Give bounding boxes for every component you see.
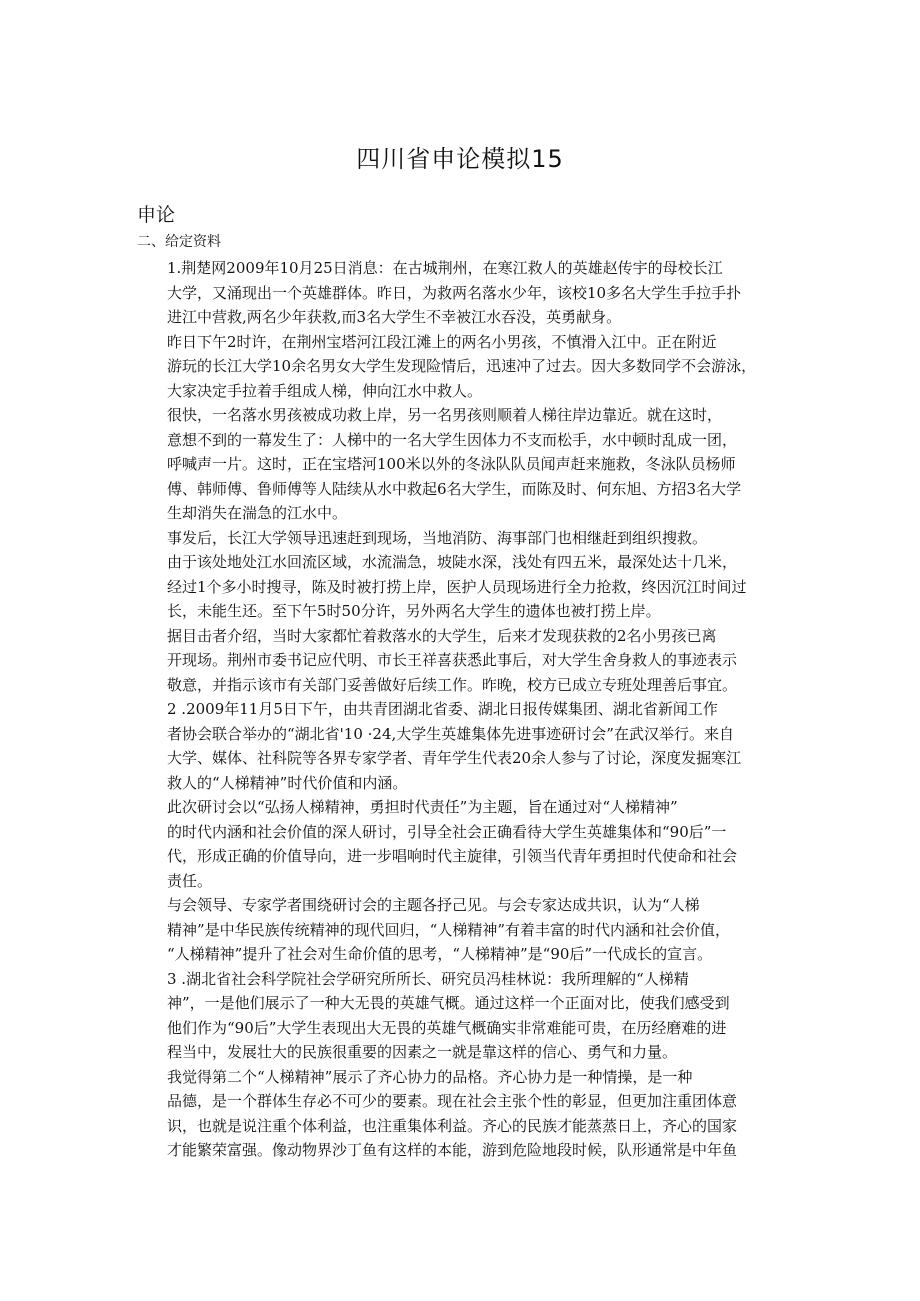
text-line: 2 .2009年11月5日下午，由共青团湖北省委、湖北日报传媒集团、湖北省新闻工作 — [167, 700, 718, 718]
text-line: 1.荆楚网2009年10月25日消息：在古城荆州，在寒江救人的英雄赵传宇的母校长江 — [167, 259, 723, 277]
text-line: 精神”是中华民族传统精神的现代回归，“人梯精神”有着丰富的时代内涵和社会价值， — [167, 920, 731, 939]
text-line: 长，未能生还。至下午5时50分许，另外两名大学生的遗体也被打捞上岸。 — [167, 602, 661, 620]
text-line: 救人的“人梯精神”时代价值和内涵。 — [167, 773, 408, 792]
section-heading: 申论 — [137, 204, 176, 226]
text-line: “人梯精神”提升了社会对生命价值的思考，“人梯精神”是“90后”一代成长的宣言。 — [167, 945, 713, 963]
paragraph-10 — [137, 1065, 787, 1163]
text-line: 进江中营救,两名少年获救,而3名大学生不幸被江水吞没，英勇献身。 — [167, 308, 622, 326]
text-line: 神”，一是他们展示了一种大无畏的英雄气概。通过这样一个正面对比，使我们感受到 — [167, 994, 730, 1012]
text-line: 大家决定手拉着手组成人梯，伸向江水中救人。 — [167, 381, 483, 400]
text-line: 大学，又涌现出一个英雄群体。昨日，为救两名落水少年，该校10多名大学生手拉手扑 — [167, 283, 742, 302]
text-line: 的时代内涵和社会价值的深人研讨，引导全社会正确看待大学生英雄集体和“90后”一 — [167, 822, 727, 841]
text-line: 识，也就是说注重个体利益，也注重集体利益。齐心的民族才能蒸蒸日上，齐心的国家 — [167, 1116, 738, 1135]
text-line: 呼喊声一片。这时，正在宝塔河100米以外的冬泳队队员闻声赶来施救，冬泳队员杨师 — [167, 455, 736, 473]
text-line: 生却消失在湍急的江水中。 — [167, 504, 348, 522]
paragraph-3 — [137, 403, 787, 526]
text-line: 责任。 — [167, 871, 213, 890]
text-line: 游玩的长江大学10余名男女大学生发现险情后，迅速冲了过去。因大多数同学不会游泳， — [167, 357, 757, 375]
materials-subheading: 二、给定资料 — [137, 234, 221, 250]
text-line: 与会领导、专家学者围绕研讨会的主题各抒己见。与会专家达成共识，认为“人梯 — [167, 896, 700, 914]
text-line: 傅、韩师傅、鲁师傅等人陆续从水中救起6名大学生，而陈及时、何东旭、方招3名大学 — [167, 479, 742, 498]
text-line: 才能繁荣富强。像动物界沙丁鱼有这样的本能，游到危险地段时候，队形通常是中年鱼 — [167, 1141, 738, 1159]
paragraph-4 — [137, 526, 787, 624]
text-line: 开现场。荆州市委书记应代明、市长王祥喜获悉此事后，对大学生舍身救人的事迹表示 — [167, 651, 738, 669]
text-line: 品德，是一个群体生存必不可少的要素。现在社会主张个性的彰显，但更加注重团体意 — [167, 1092, 738, 1110]
paragraph-2 — [137, 330, 787, 404]
text-line: 大学、媒体、社科院等各界专家学者、青年学生代表20余人参与了讨论，深度发掘寒江 — [167, 749, 742, 767]
text-line: 我觉得第二个“人梯精神”展示了齐心协力的品格。齐心协力是一种情操，是一种 — [167, 1067, 693, 1086]
text-line: 敬意，并指示该市有关部门妥善做好后续工作。昨晚，校方已成立专班处理善后事宜。 — [167, 675, 738, 694]
document-title: 四川省申论模拟15 — [356, 145, 564, 173]
text-line: 代，形成正确的价值导向，进一步唱响时代主旋律，引领当代青年勇担时代使命和社会 — [167, 847, 738, 865]
paragraph-1 — [137, 256, 787, 330]
text-line: 意想不到的一幕发生了：人梯中的一名大学生因体力不支而松手，水中顿时乱成一团， — [167, 430, 738, 449]
paragraph-8 — [137, 893, 787, 967]
text-line: 由于该处地处江水回流区域，水流湍急，坡陡水深，浅处有四五米，最深处达十几米， — [167, 553, 738, 571]
text-line: 他们作为“90后”大学生表现出大无畏的英雄气概确实非常难能可贵，在历经磨难的进 — [167, 1018, 727, 1037]
text-line: 3 .湖北省社会科学院社会学研究所所长、研究员冯桂林说：我所理解的“人梯精 — [167, 969, 689, 988]
paragraph-9 — [137, 967, 787, 1065]
text-line: 程当中，发展壮大的民族很重要的因素之一就是靠这样的信心、勇气和力量。 — [167, 1043, 678, 1061]
paragraph-6 — [137, 697, 787, 795]
document-body — [137, 256, 787, 1163]
text-line: 事发后，长江大学领导迅速赶到现场，当地消防、海事部门也相继赶到组织搜救。 — [167, 528, 708, 547]
text-line: 据目击者介绍，当时大家都忙着救落水的大学生，后来才发现获救的2名小男孩已离 — [167, 626, 717, 645]
text-line: 者协会联合举办的“湖北省'10 ·24,大学生英雄集体先进事迹研讨会”在武汉举行。来自 — [167, 724, 734, 743]
text-line: 昨日下午2时许，在荆州宝塔河江段江滩上的两名小男孩，不慎滑入江中。正在附近 — [167, 332, 717, 351]
text-line: 此次研讨会以“弘扬人梯精神，勇担时代责任”为主题，旨在通过对“人梯精神” — [167, 798, 678, 816]
text-line: 很快，一名落水男孩被成功救上岸，另一名男孩则顺着人梯往岸边靠近。就在这时， — [167, 406, 723, 424]
text-line: 经过1个多小时搜寻，陈及时被打捞上岸，医护人员现场进行全力抢救，终因沉江时间过 — [167, 577, 747, 596]
paragraph-5 — [137, 624, 787, 698]
paragraph-7 — [137, 795, 787, 893]
